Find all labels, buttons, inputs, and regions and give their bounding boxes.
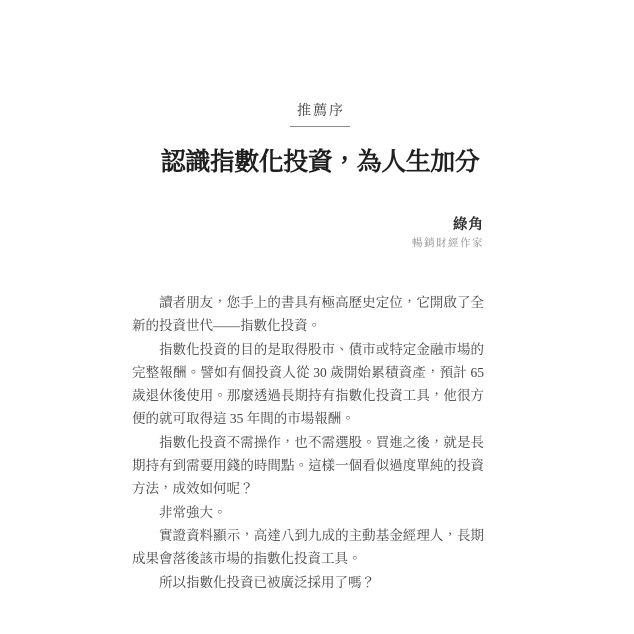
section-label: 推薦序: [290, 100, 350, 127]
body-paragraph: 實證資料顯示，高達八到九成的主動基金經理人，長期成果會落後該市場的指數化投資工具。: [132, 527, 484, 567]
body-paragraph: 非常強大。: [159, 504, 227, 520]
author-block: [132, 217, 484, 250]
author-name: 綠角: [453, 217, 484, 233]
body-paragraph: 讀者朋友，您手上的書具有極高歷史定位，它開啟了全新的投資世代——指數化投資。: [132, 295, 484, 334]
page-title: 認識指數化投資，為人生加分: [160, 147, 480, 176]
body-paragraph: 所以指數化投資已被廣泛採用了嗎？: [159, 574, 375, 590]
body-paragraph: 指數化投資不需操作，也不需選股。買進之後，就是長期持有到需要用錢的時間點。這樣一個看似過度單純的投資方法，成效如何呢？: [132, 434, 484, 497]
body-paragraph: 指數化投資的目的是取得股市、債市或特定金融市場的完整報酬。譬如有個投資人從 30 歲開始累積資產，預計 65 歲退休後使用。那麼透過長期持有指數化投資工具，他很方便的就可取得這 35 年間的市場報酬。: [132, 341, 484, 427]
author-role: 暢銷財經作家: [412, 237, 484, 249]
body-text: [132, 291, 484, 594]
section-label-row: [3, 100, 634, 127]
